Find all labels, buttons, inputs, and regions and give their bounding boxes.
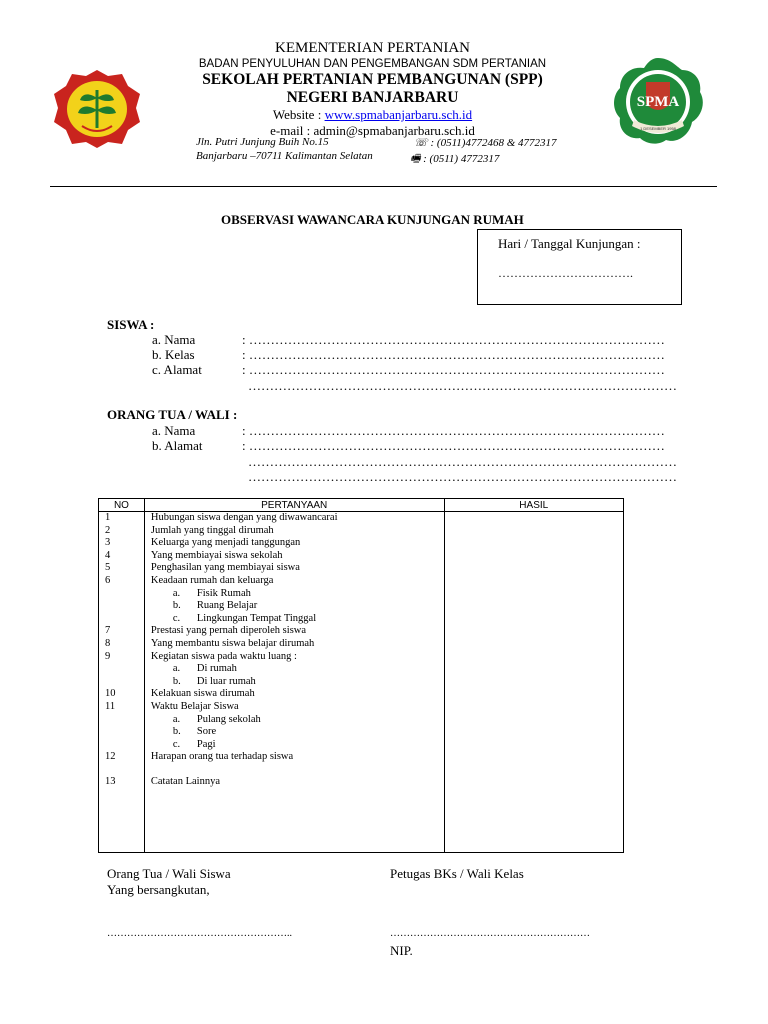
sub-question-label: Ruang Belajar — [196, 600, 258, 612]
website-line — [150, 107, 595, 123]
row-number — [105, 739, 144, 752]
siswa-nama-label: a. Nama — [152, 332, 196, 347]
officer-sign-title: Petugas BKs / Wali Kelas — [390, 866, 524, 881]
agency-name: BADAN PENYULUHAN DAN PENGEMBANGAN SDM PERTANIAN — [198, 58, 547, 70]
row-number: 2 — [105, 524, 111, 536]
sub-question — [151, 739, 444, 752]
ortu-nama-label: a. Nama — [152, 423, 196, 438]
visit-date-label: Hari / Tanggal Kunjungan : — [498, 236, 641, 251]
row-number: 1 — [105, 512, 111, 523]
ortu-alamat-label: b. Alamat — [152, 438, 203, 453]
row-number: 11 — [105, 700, 116, 712]
question-text: Hubungan siswa dengan yang diwawancarai — [150, 512, 338, 523]
officer-sign-line[interactable]: …………………………………………………… — [390, 928, 590, 939]
sub-question-label: Lingkungan Tempat Tinggal — [196, 612, 317, 624]
sub-question — [151, 613, 444, 626]
ortu-nama-row — [152, 423, 665, 439]
row-number — [105, 663, 144, 676]
ortu-heading: ORANG TUA / WALI : — [107, 407, 238, 422]
question-text: Prestasi yang pernah diperoleh siswa — [150, 625, 307, 637]
question-text: Keadaan rumah dan keluarga — [150, 574, 274, 586]
row-number: 10 — [105, 688, 116, 700]
school-logo — [610, 56, 706, 146]
sub-question — [151, 600, 444, 613]
phone-line — [414, 136, 557, 149]
row-number: 5 — [105, 562, 111, 574]
row-number — [105, 714, 144, 727]
sub-question-label: Pulang sekolah — [196, 713, 261, 725]
sub-question-label: Sore — [196, 726, 217, 738]
letterhead — [150, 40, 595, 138]
row-number — [105, 613, 144, 626]
row-number: 4 — [105, 549, 111, 561]
ministry-name: KEMENTERIAN PERTANIAN — [275, 40, 470, 56]
col-header-no: NO — [99, 499, 145, 512]
visit-date-box — [477, 229, 682, 305]
siswa-alamat-continuation[interactable]: ……………………………………………………………………………………… — [248, 378, 677, 393]
col-header-result: HASIL — [444, 499, 623, 512]
row-number — [105, 588, 144, 601]
question-text: Keluarga yang menjadi tanggungan — [150, 537, 301, 549]
fax-line — [410, 150, 499, 169]
question-text: Catatan Lainnya — [150, 776, 220, 788]
question-text: Jumlah yang tinggal dirumah — [150, 524, 274, 536]
school-logo-text: SPMA — [636, 94, 680, 110]
row-number: 6 — [105, 574, 111, 586]
ortu-alamat-continuation-1[interactable]: ……………………………………………………………………………………… — [248, 454, 677, 469]
sub-question-marker: b. — [172, 600, 181, 612]
siswa-nama-field[interactable]: : …………………………………………………………………………………… — [242, 332, 665, 347]
fax-icon: 🖷 — [410, 153, 421, 165]
siswa-alamat-row — [152, 362, 665, 378]
question-text: Yang membiayai siswa sekolah — [150, 549, 283, 561]
sub-question — [151, 663, 444, 676]
row-number: 13 — [105, 776, 116, 788]
sub-question-marker: c. — [172, 612, 181, 624]
sub-question-label: Di luar rumah — [196, 675, 256, 687]
question-text: Kelakuan siswa dirumah — [150, 688, 255, 700]
row-number: 9 — [105, 650, 111, 662]
siswa-kelas-row — [152, 347, 665, 363]
sub-question-label: Di rumah — [196, 663, 237, 675]
parent-sign-subtitle: Yang bersangkutan, — [107, 882, 210, 897]
address-line-2: Banjarbaru –70711 Kalimantan Selatan — [196, 150, 373, 162]
row-number — [105, 764, 144, 777]
ortu-alamat-row — [152, 438, 665, 454]
visit-date-field[interactable]: ……………………………. — [498, 266, 633, 280]
row-number — [105, 726, 144, 739]
row-number: 12 — [105, 751, 116, 763]
question-text — [151, 764, 444, 777]
form-title: OBSERVASI WAWANCARA KUNJUNGAN RUMAH — [221, 212, 524, 227]
address-line-1: Jln. Putri Junjung Buih No.15 — [196, 136, 329, 148]
col-header-question: PERTANYAAN — [144, 499, 444, 512]
sub-question-label: Pagi — [196, 738, 216, 750]
email-line: e-mail : admin@spmabanjarbaru.sch.id — [270, 123, 475, 138]
school-city: NEGERI BANJARBARU — [286, 89, 459, 106]
ministry-logo — [52, 68, 142, 150]
question-column — [144, 512, 444, 853]
school-logo-ribbon: 1 DESEMBER 1958 — [640, 126, 676, 131]
website-link[interactable]: www.spmabanjarbaru.sch.id — [324, 107, 473, 122]
officer-nip: NIP. — [390, 943, 413, 958]
row-number: 8 — [105, 637, 111, 649]
ortu-alamat-field[interactable]: : …………………………………………………………………………………… — [242, 438, 665, 453]
sub-question — [151, 676, 444, 689]
sub-question — [151, 726, 444, 739]
parent-sign-line[interactable]: ……………………………………………….. — [107, 928, 292, 939]
result-column[interactable] — [444, 512, 623, 853]
sub-question-marker: b. — [172, 726, 181, 738]
sub-question-marker: b. — [172, 675, 181, 687]
siswa-alamat-field[interactable]: : …………………………………………………………………………………… — [242, 362, 665, 377]
phone-numbers: : (0511)4772468 & 4772317 — [430, 137, 557, 149]
row-number: 3 — [105, 537, 111, 549]
website-label: Website : — [272, 107, 325, 122]
ortu-alamat-continuation-2[interactable]: ……………………………………………………………………………………… — [248, 469, 677, 484]
row-number: 7 — [105, 625, 111, 637]
phone-icon: ☏ — [414, 137, 428, 149]
sub-question — [151, 714, 444, 727]
siswa-alamat-label: c. Alamat — [152, 362, 202, 377]
sub-question-marker: c. — [172, 738, 181, 750]
parent-sign-title: Orang Tua / Wali Siswa — [107, 866, 231, 881]
question-text: Kegiatan siswa pada waktu luang : — [150, 650, 297, 662]
question-text: Yang membantu siswa belajar dirumah — [150, 637, 315, 649]
sub-question — [151, 588, 444, 601]
question-text: Penghasilan yang membiayai siswa — [150, 562, 300, 574]
sub-question-label: Fisik Rumah — [196, 587, 251, 599]
no-column — [99, 512, 145, 853]
siswa-kelas-label: b. Kelas — [152, 347, 195, 362]
question-text: Harapan orang tua terhadap siswa — [150, 751, 294, 763]
sub-question-marker: a. — [172, 713, 181, 725]
question-text: Waktu Belajar Siswa — [150, 700, 239, 712]
sub-question-marker: a. — [172, 663, 181, 675]
siswa-kelas-field[interactable]: : …………………………………………………………………………………… — [242, 347, 665, 362]
siswa-nama-row — [152, 332, 665, 348]
sub-question-marker: a. — [172, 587, 181, 599]
row-number — [105, 676, 144, 689]
school-name: SEKOLAH PERTANIAN PEMBANGUNAN (SPP) — [202, 71, 543, 88]
siswa-heading: SISWA : — [107, 317, 155, 332]
fax-number: : (0511) 4772317 — [423, 153, 500, 165]
header-divider — [50, 186, 717, 187]
interview-table — [98, 498, 624, 853]
row-number — [105, 600, 144, 613]
ortu-nama-field[interactable]: : …………………………………………………………………………………… — [242, 423, 665, 438]
